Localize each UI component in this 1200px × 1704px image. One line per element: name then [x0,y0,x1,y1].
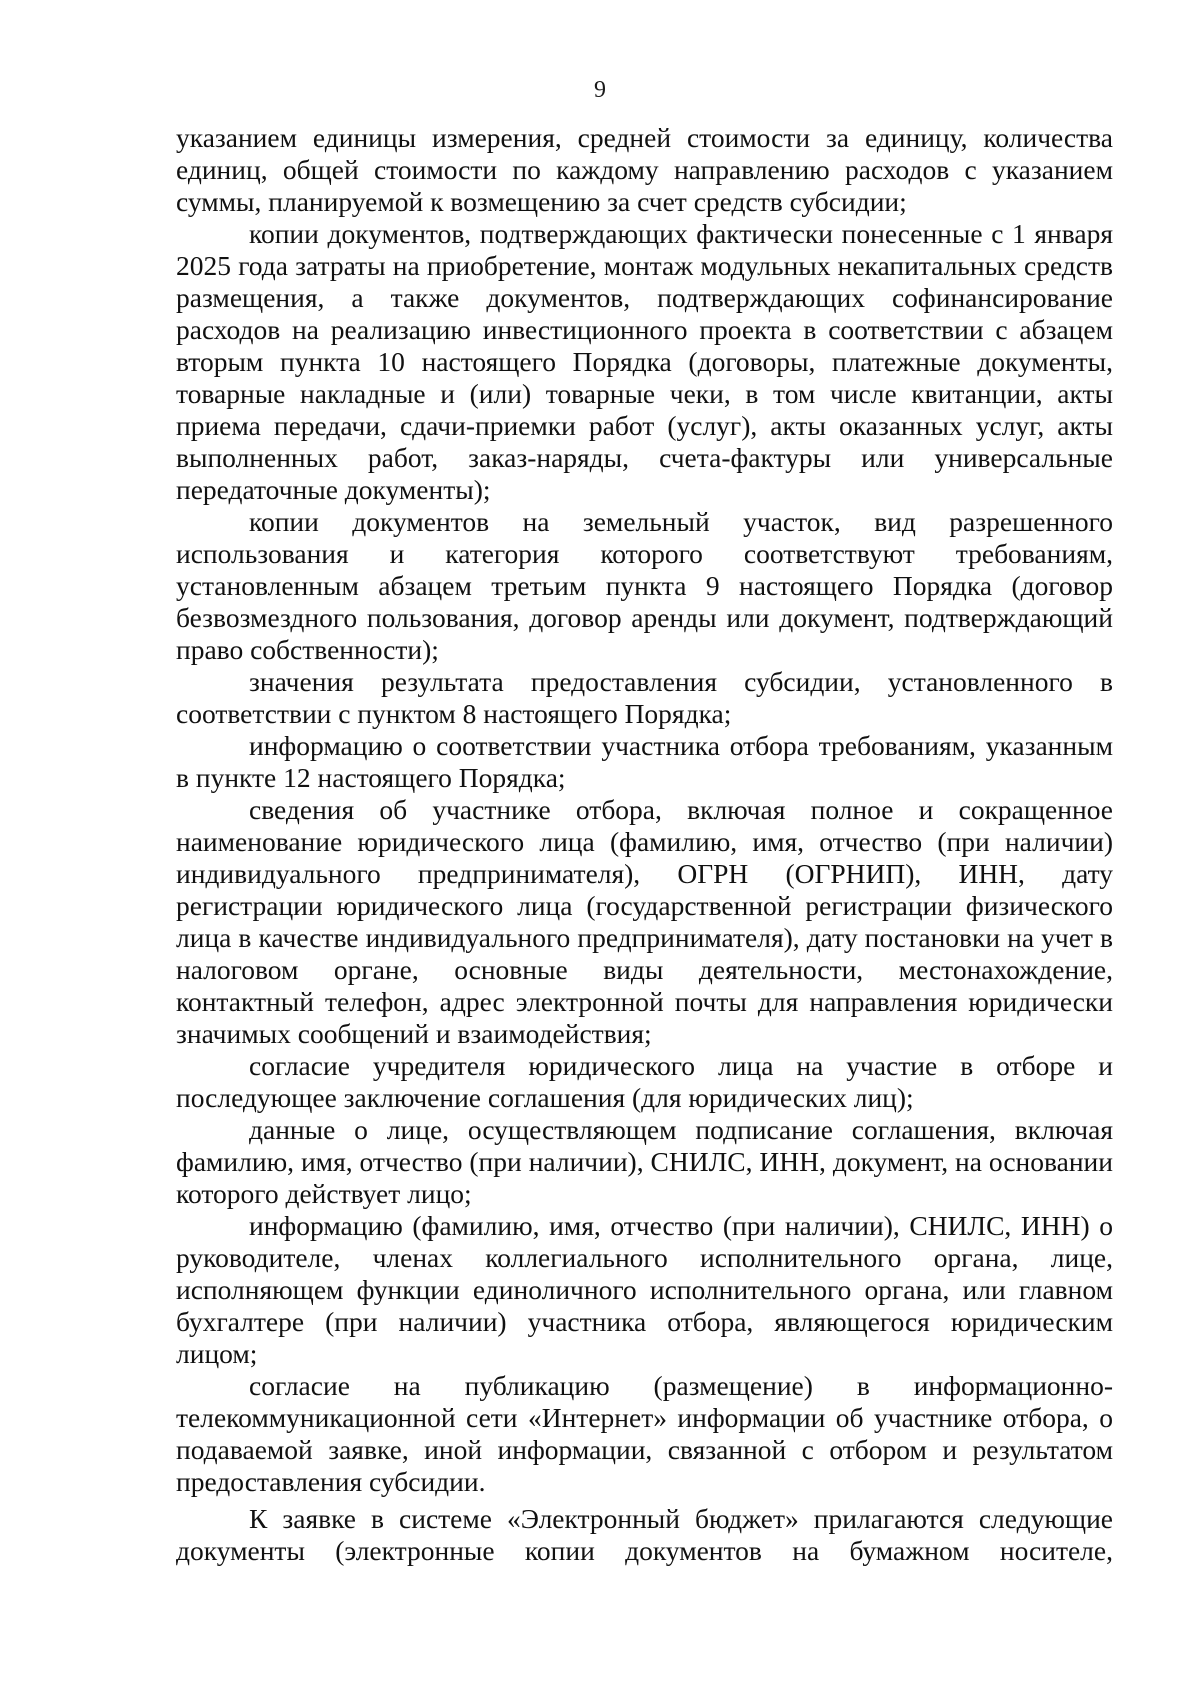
paragraph-publication-consent: согласие на публикацию (размещение) в информационно-телекоммуникационной сети «Интернет» информации об участнике отбора, о подаваемой заявке, иной информации, связанной с отбором и результатом предоставления субсидии. [176,1370,1113,1497]
paragraph-cost-breakdown: указанием единицы измерения, средней стоимости за единицу, количества единиц, общей стоимости по каждому направлению расходов с указанием суммы, планируемой к возмещению за счет средств субсидии; [176,122,1113,217]
page-number: 9 [594,77,606,103]
paragraph-participant-info: сведения об участнике отбора, включая полное и сокращенное наименование юридического лица (фамилию, имя, отчество (при наличии) индивидуального предпринимателя), ОГРН (ОГРНИП), ИНН, дату регистрации юридического лица (государственной регистрации физического лица в качестве индивидуального предпринимателя), дату постановки на учет в налоговом органе, основные виды деятельности, местонахождение, контактный телефон, адрес электронной почты для направления юридически значимых сообщений и взаимодействия; [176,794,1113,1049]
paragraph-expense-documents: копии документов, подтверждающих фактически понесенные с 1 января 2025 года затраты на приобретение, монтаж модульных некапитальных средств размещения, а также документов, подтверждающих софинансирование расходов на реализацию инвестиционного проекта в соответствии с абзацем вторым пункта 10 настоящего Порядка (договоры, платежные документы, товарные накладные и (или) товарные чеки, в том числе квитанции, акты приема передачи, сдачи-приемки работ (услуг), акты оказанных услуг, акты выполненных работ, заказ-наряды, счета-фактуры или универсальные передаточные документы); [176,218,1113,505]
paragraph-compliance-info: информацию о соответствии участника отбора требованиям, указанным в пункте 12 настоящего Порядка; [176,730,1113,793]
document-body [176,122,1113,1567]
paragraph-land-documents: копии документов на земельный участок, вид разрешенного использования и категория которого соответствуют требованиям, установленным абзацем третьим пункта 9 настоящего Порядка (договор безвозмездного пользования, договор аренды или документ, подтверждающий право собственности); [176,506,1113,665]
paragraph-result-values: значения результата предоставления субсидии, установленного в соответствии с пунктом 8 настоящего Порядка; [176,666,1113,729]
paragraph-attached-documents: К заявке в системе «Электронный бюджет» прилагаются следующие документы (электронные копии документов на бумажном носителе, [176,1503,1113,1566]
paragraph-management-info: информацию (фамилию, имя, отчество (при наличии), СНИЛС, ИНН) о руководителе, членах коллегиального исполнительного органа, лице, исполняющем функции единоличного исполнительного органа, или главном бухгалтере (при наличии) участника отбора, являющегося юридическим лицом; [176,1210,1113,1369]
paragraph-founder-consent: согласие учредителя юридического лица на участие в отборе и последующее заключение соглашения (для юридических лиц); [176,1050,1113,1113]
paragraph-signatory-data: данные о лице, осуществляющем подписание соглашения, включая фамилию, имя, отчество (при наличии), СНИЛС, ИНН, документ, на основании которого действует лицо; [176,1114,1113,1209]
